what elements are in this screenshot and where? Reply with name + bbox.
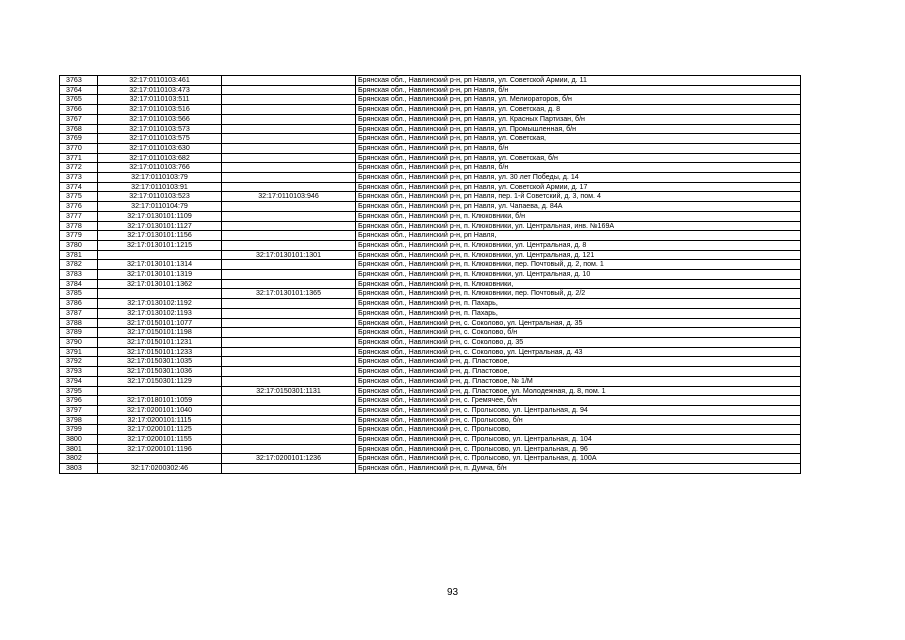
row-number-cell: 3797	[60, 405, 98, 415]
address-cell: Брянская обл., Навлинский р-н, рп Навля, ул. Советской Армии, д. 11	[356, 76, 801, 86]
row-number-cell: 3773	[60, 173, 98, 183]
table-row	[60, 347, 801, 357]
cadastral-number-cell: 32:17:0110103:573	[98, 124, 222, 134]
address-cell: Брянская обл., Навлинский р-н, п. Пахарь,	[356, 299, 801, 309]
address-cell: Брянская обл., Навлинский р-н, п. Думча, б/н	[356, 464, 801, 474]
address-cell: Брянская обл., Навлинский р-н, п. Клюковники, ул. Центральная, д. 8	[356, 240, 801, 250]
row-number-cell: 3775	[60, 192, 98, 202]
related-cadastral-number-cell	[222, 444, 356, 454]
address-cell: Брянская обл., Навлинский р-н, с. Соколово, б/н	[356, 328, 801, 338]
table-row	[60, 192, 801, 202]
address-cell: Брянская обл., Навлинский р-н, с. Соколово, ул. Центральная, д. 43	[356, 347, 801, 357]
cadastral-number-cell: 32:17:0150301:1036	[98, 367, 222, 377]
cadastral-number-cell	[98, 250, 222, 260]
row-number-cell: 3802	[60, 454, 98, 464]
table-row	[60, 143, 801, 153]
registry-table	[59, 75, 801, 474]
related-cadastral-number-cell	[222, 308, 356, 318]
row-number-cell: 3796	[60, 396, 98, 406]
row-number-cell: 3787	[60, 308, 98, 318]
table-row	[60, 231, 801, 241]
row-number-cell: 3785	[60, 289, 98, 299]
related-cadastral-number-cell	[222, 270, 356, 280]
row-number-cell: 3777	[60, 211, 98, 221]
table-row	[60, 289, 801, 299]
related-cadastral-number-cell	[222, 260, 356, 270]
related-cadastral-number-cell: 32:17:0130101:1301	[222, 250, 356, 260]
row-number-cell: 3798	[60, 415, 98, 425]
cadastral-number-cell: 32:17:0110103:473	[98, 85, 222, 95]
row-number-cell: 3782	[60, 260, 98, 270]
table-row	[60, 221, 801, 231]
related-cadastral-number-cell	[222, 182, 356, 192]
related-cadastral-number-cell	[222, 464, 356, 474]
table-row	[60, 425, 801, 435]
page-number: 93	[446, 587, 459, 598]
cadastral-number-cell: 32:17:0150101:1233	[98, 347, 222, 357]
row-number-cell: 3801	[60, 444, 98, 454]
related-cadastral-number-cell	[222, 328, 356, 338]
cadastral-number-cell: 32:17:0110103:766	[98, 163, 222, 173]
cadastral-number-cell: 32:17:0110103:566	[98, 114, 222, 124]
address-cell: Брянская обл., Навлинский р-н, с. Пролысово, ул. Центральная, д. 104	[356, 435, 801, 445]
address-cell: Брянская обл., Навлинский р-н, п. Клюковники, ул. Центральная, инв. №169А	[356, 221, 801, 231]
table-row	[60, 279, 801, 289]
related-cadastral-number-cell	[222, 425, 356, 435]
related-cadastral-number-cell	[222, 163, 356, 173]
address-cell: Брянская обл., Навлинский р-н, д. Пластовое, № 1/М	[356, 376, 801, 386]
address-cell: Брянская обл., Навлинский р-н, с. Пролысово, ул. Центральная, д. 94	[356, 405, 801, 415]
table-row	[60, 444, 801, 454]
table-row	[60, 435, 801, 445]
row-number-cell: 3772	[60, 163, 98, 173]
related-cadastral-number-cell: 32:17:0150301:1131	[222, 386, 356, 396]
row-number-cell: 3790	[60, 337, 98, 347]
cadastral-number-cell: 32:17:0130101:1127	[98, 221, 222, 231]
row-number-cell: 3770	[60, 143, 98, 153]
table-row	[60, 124, 801, 134]
related-cadastral-number-cell	[222, 367, 356, 377]
address-cell: Брянская обл., Навлинский р-н, с. Соколово, д. 35	[356, 337, 801, 347]
address-cell: Брянская обл., Навлинский р-н, рп Навля, ул. Советская, д. 8	[356, 105, 801, 115]
related-cadastral-number-cell	[222, 337, 356, 347]
address-cell: Брянская обл., Навлинский р-н, рп Навля, б/н	[356, 85, 801, 95]
address-cell: Брянская обл., Навлинский р-н, рп Навля, ул. 30 лет Победы, д. 14	[356, 173, 801, 183]
address-cell: Брянская обл., Навлинский р-н, рп Навля, ул. Советской Армии, д. 17	[356, 182, 801, 192]
related-cadastral-number-cell	[222, 231, 356, 241]
table-row	[60, 105, 801, 115]
address-cell: Брянская обл., Навлинский р-н, рп Навля, ул. Чапаева, д. 84А	[356, 202, 801, 212]
table-row	[60, 202, 801, 212]
table-row	[60, 415, 801, 425]
registry-table-body	[60, 76, 801, 474]
row-number-cell: 3793	[60, 367, 98, 377]
related-cadastral-number-cell	[222, 415, 356, 425]
cadastral-number-cell: 32:17:0150301:1035	[98, 357, 222, 367]
row-number-cell: 3800	[60, 435, 98, 445]
address-cell: Брянская обл., Навлинский р-н, рп Навля, ул. Мелиораторов, б/н	[356, 95, 801, 105]
row-number-cell: 3794	[60, 376, 98, 386]
table-row	[60, 182, 801, 192]
cadastral-number-cell: 32:17:0110103:79	[98, 173, 222, 183]
cadastral-number-cell: 32:17:0150101:1077	[98, 318, 222, 328]
cadastral-number-cell: 32:17:0200101:1125	[98, 425, 222, 435]
related-cadastral-number-cell	[222, 143, 356, 153]
address-cell: Брянская обл., Навлинский р-н, с. Гремячее, б/н	[356, 396, 801, 406]
row-number-cell: 3792	[60, 357, 98, 367]
related-cadastral-number-cell	[222, 153, 356, 163]
address-cell: Брянская обл., Навлинский р-н, рп Навля, пер. 1-й Советский, д. 3, пом. 4	[356, 192, 801, 202]
row-number-cell: 3788	[60, 318, 98, 328]
address-cell: Брянская обл., Навлинский р-н, д. Пластовое, ул. Молодежная, д. 8, пом. 1	[356, 386, 801, 396]
address-cell: Брянская обл., Навлинский р-н, рп Навля, ул. Советская, б/н	[356, 153, 801, 163]
cadastral-number-cell: 32:17:0200101:1155	[98, 435, 222, 445]
cadastral-number-cell: 32:17:0110103:91	[98, 182, 222, 192]
address-cell: Брянская обл., Навлинский р-н, рп Навля, ул. Красных Партизан, б/н	[356, 114, 801, 124]
related-cadastral-number-cell	[222, 347, 356, 357]
row-number-cell: 3778	[60, 221, 98, 231]
address-cell: Брянская обл., Навлинский р-н, д. Пластовое,	[356, 357, 801, 367]
address-cell: Брянская обл., Навлинский р-н, с. Пролысово, ул. Центральная, д. 96	[356, 444, 801, 454]
table-row	[60, 211, 801, 221]
address-cell: Брянская обл., Навлинский р-н, рп Навля, ул. Промышленная, б/н	[356, 124, 801, 134]
table-row	[60, 318, 801, 328]
related-cadastral-number-cell	[222, 114, 356, 124]
cadastral-number-cell	[98, 386, 222, 396]
related-cadastral-number-cell	[222, 435, 356, 445]
related-cadastral-number-cell	[222, 376, 356, 386]
table-row	[60, 114, 801, 124]
table-row	[60, 386, 801, 396]
related-cadastral-number-cell	[222, 85, 356, 95]
cadastral-number-cell: 32:17:0110103:461	[98, 76, 222, 86]
cadastral-number-cell: 32:17:0110103:511	[98, 95, 222, 105]
cadastral-number-cell: 32:17:0110104:79	[98, 202, 222, 212]
related-cadastral-number-cell	[222, 405, 356, 415]
table-row	[60, 153, 801, 163]
address-cell: Брянская обл., Навлинский р-н, п. Пахарь,	[356, 308, 801, 318]
address-cell: Брянская обл., Навлинский р-н, п. Клюковники, б/н	[356, 211, 801, 221]
table-row	[60, 308, 801, 318]
table-row	[60, 85, 801, 95]
cadastral-number-cell: 32:17:0150301:1129	[98, 376, 222, 386]
table-row	[60, 95, 801, 105]
table-row	[60, 260, 801, 270]
related-cadastral-number-cell	[222, 76, 356, 86]
address-cell: Брянская обл., Навлинский р-н, с. Соколово, ул. Центральная, д. 35	[356, 318, 801, 328]
related-cadastral-number-cell: 32:17:0200101:1236	[222, 454, 356, 464]
table-row	[60, 464, 801, 474]
cadastral-number-cell: 32:17:0130102:1193	[98, 308, 222, 318]
row-number-cell: 3791	[60, 347, 98, 357]
row-number-cell: 3768	[60, 124, 98, 134]
cadastral-number-cell: 32:17:0130101:1215	[98, 240, 222, 250]
cadastral-number-cell: 32:17:0130101:1109	[98, 211, 222, 221]
address-cell: Брянская обл., Навлинский р-н, п. Клюковники, пер. Почтовый, д. 2, пом. 1	[356, 260, 801, 270]
table-row	[60, 367, 801, 377]
table-row	[60, 376, 801, 386]
cadastral-number-cell	[98, 289, 222, 299]
table-row	[60, 250, 801, 260]
row-number-cell: 3776	[60, 202, 98, 212]
row-number-cell: 3780	[60, 240, 98, 250]
row-number-cell: 3765	[60, 95, 98, 105]
related-cadastral-number-cell	[222, 173, 356, 183]
table-row	[60, 299, 801, 309]
related-cadastral-number-cell	[222, 396, 356, 406]
cadastral-number-cell: 32:17:0200101:1040	[98, 405, 222, 415]
row-number-cell: 3783	[60, 270, 98, 280]
address-cell: Брянская обл., Навлинский р-н, п. Клюковники, ул. Центральная, д. 121	[356, 250, 801, 260]
row-number-cell: 3766	[60, 105, 98, 115]
cadastral-number-cell: 32:17:0200302:46	[98, 464, 222, 474]
related-cadastral-number-cell	[222, 105, 356, 115]
cadastral-number-cell: 32:17:0130101:1362	[98, 279, 222, 289]
row-number-cell: 3795	[60, 386, 98, 396]
address-cell: Брянская обл., Навлинский р-н, рп Навля, б/н	[356, 163, 801, 173]
cadastral-number-cell: 32:17:0180101:1059	[98, 396, 222, 406]
table-row	[60, 396, 801, 406]
cadastral-number-cell: 32:17:0200101:1115	[98, 415, 222, 425]
row-number-cell: 3763	[60, 76, 98, 86]
address-cell: Брянская обл., Навлинский р-н, п. Клюковники, пер. Почтовый, д. 2/2	[356, 289, 801, 299]
cadastral-number-cell: 32:17:0130101:1314	[98, 260, 222, 270]
row-number-cell: 3799	[60, 425, 98, 435]
row-number-cell: 3786	[60, 299, 98, 309]
related-cadastral-number-cell	[222, 211, 356, 221]
cadastral-number-cell: 32:17:0130101:1156	[98, 231, 222, 241]
address-cell: Брянская обл., Навлинский р-н, п. Клюковники,	[356, 279, 801, 289]
cadastral-number-cell: 32:17:0150101:1231	[98, 337, 222, 347]
related-cadastral-number-cell	[222, 318, 356, 328]
address-cell: Брянская обл., Навлинский р-н, п. Клюковники, ул. Центральная, д. 10	[356, 270, 801, 280]
table-row	[60, 76, 801, 86]
table-row	[60, 328, 801, 338]
address-cell: Брянская обл., Навлинский р-н, с. Пролысово, б/н	[356, 415, 801, 425]
table-row	[60, 240, 801, 250]
cadastral-number-cell: 32:17:0200101:1196	[98, 444, 222, 454]
related-cadastral-number-cell: 32:17:0130101:1365	[222, 289, 356, 299]
table-row	[60, 270, 801, 280]
row-number-cell: 3767	[60, 114, 98, 124]
row-number-cell: 3781	[60, 250, 98, 260]
address-cell: Брянская обл., Навлинский р-н, с. Пролысово, ул. Центральная, д. 100А	[356, 454, 801, 464]
related-cadastral-number-cell	[222, 134, 356, 144]
row-number-cell: 3769	[60, 134, 98, 144]
related-cadastral-number-cell	[222, 202, 356, 212]
row-number-cell: 3803	[60, 464, 98, 474]
cadastral-number-cell: 32:17:0110103:630	[98, 143, 222, 153]
cadastral-number-cell: 32:17:0150101:1198	[98, 328, 222, 338]
table-row	[60, 405, 801, 415]
related-cadastral-number-cell: 32:17:0110103:946	[222, 192, 356, 202]
row-number-cell: 3764	[60, 85, 98, 95]
address-cell: Брянская обл., Навлинский р-н, д. Пластовое,	[356, 367, 801, 377]
address-cell: Брянская обл., Навлинский р-н, рп Навля, ул. Советская,	[356, 134, 801, 144]
table-row	[60, 173, 801, 183]
related-cadastral-number-cell	[222, 95, 356, 105]
cadastral-number-cell: 32:17:0130102:1192	[98, 299, 222, 309]
cadastral-number-cell: 32:17:0110103:575	[98, 134, 222, 144]
row-number-cell: 3789	[60, 328, 98, 338]
row-number-cell: 3771	[60, 153, 98, 163]
related-cadastral-number-cell	[222, 240, 356, 250]
related-cadastral-number-cell	[222, 124, 356, 134]
cadastral-number-cell: 32:17:0130101:1319	[98, 270, 222, 280]
table-row	[60, 163, 801, 173]
related-cadastral-number-cell	[222, 299, 356, 309]
related-cadastral-number-cell	[222, 357, 356, 367]
cadastral-number-cell: 32:17:0110103:523	[98, 192, 222, 202]
row-number-cell: 3774	[60, 182, 98, 192]
table-row	[60, 337, 801, 347]
table-row	[60, 454, 801, 464]
row-number-cell: 3779	[60, 231, 98, 241]
address-cell: Брянская обл., Навлинский р-н, рп Навля,	[356, 231, 801, 241]
cadastral-number-cell: 32:17:0110103:682	[98, 153, 222, 163]
row-number-cell: 3784	[60, 279, 98, 289]
related-cadastral-number-cell	[222, 221, 356, 231]
address-cell: Брянская обл., Навлинский р-н, рп Навля, б/н	[356, 143, 801, 153]
cadastral-number-cell	[98, 454, 222, 464]
address-cell: Брянская обл., Навлинский р-н, с. Пролысово,	[356, 425, 801, 435]
cadastral-number-cell: 32:17:0110103:516	[98, 105, 222, 115]
related-cadastral-number-cell	[222, 279, 356, 289]
table-row	[60, 357, 801, 367]
table-row	[60, 134, 801, 144]
